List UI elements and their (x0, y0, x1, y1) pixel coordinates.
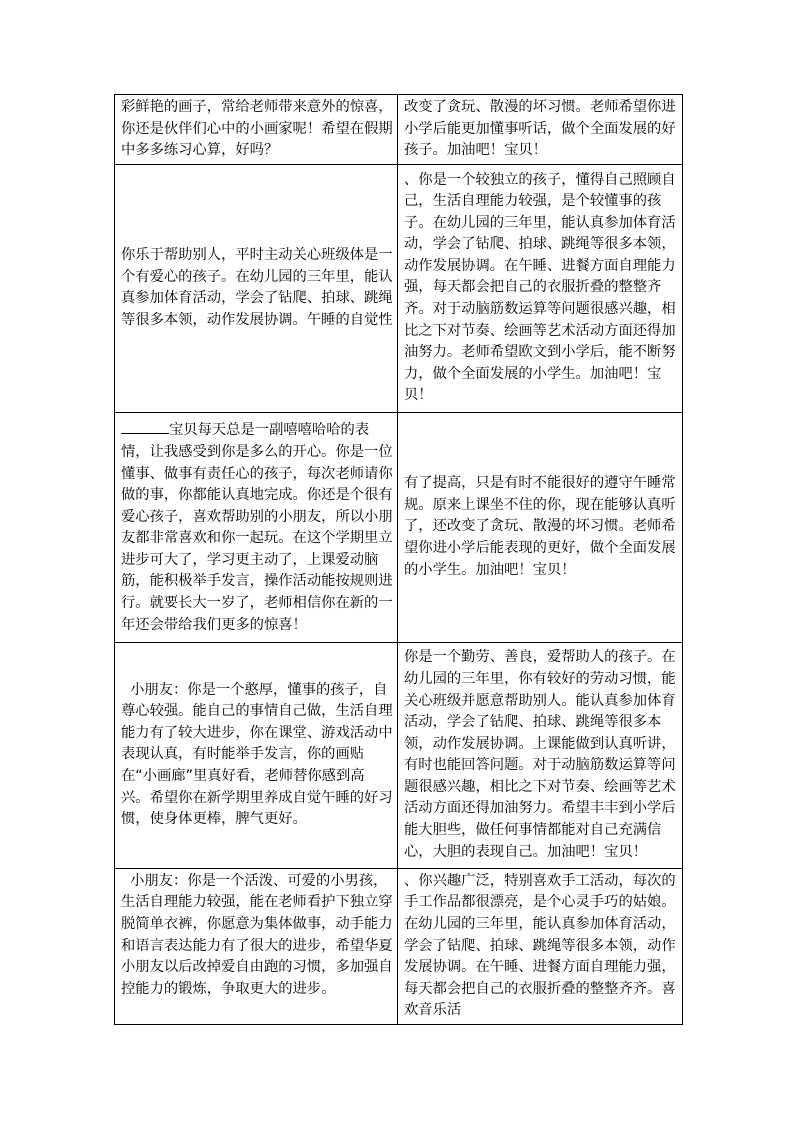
comment-cell-left: 小朋友：你是一个活泼、可爱的小男孩，生活自理能力较强，能在老师看护下独立穿脱简单衣裤，你愿意为集体做事，动手能力和语言表达能力有了很大的进步，希望华夏小朋友以后改掉爱自由跑的习惯，多加强自控能力的锻炼，争取更大的进步。 (115, 868, 398, 1024)
comment-cell-right: 你是一个勤劳、善良，爱帮助人的孩子。在幼儿园的三年里，你有较好的劳动习惯，能关心班级并愿意帮助别人。能认真参加体育活动，学会了钻爬、拍球、跳绳等很多本领，动作发展协调。上课能做到认真听讲，有时也能回答问题。对于动脑筋数运算等问题很感兴趣，相比之下对节奏、绘画等艺术活动方面还得加油努力。希望丰丰到小学后能大胆些，做任何事情都能对自己充满信心，大胆的表现自己。加油吧！宝贝！ (398, 642, 683, 868)
table-row (115, 868, 683, 1024)
comment-cell-right: 改变了贪玩、散漫的坏习惯。老师希望你进小学后能更加懂事听话，做个全面发展的好孩子。加油吧！宝贝！ (398, 95, 683, 165)
table-row (115, 642, 683, 868)
comment-text: 宝贝每天总是一副嘻嘻哈哈的表情，让我感受到你是多么的开心。你是一位懂事、做事有责任心的孩子，每次老师请你做的事，你都能认真地完成。你还是个很有爱心孩子，喜欢帮助别的小朋友，所以小朋友都非常喜欢和你一起玩。在这个学期里立进步可大了，学习更主动了，上课爱动脑筋，能积极举手发言，操作活动能按规则进行。就要长大一岁了，老师相信你在新的一年还会带给我们更多的惊喜！ (121, 422, 393, 633)
comment-cell-right: 有了提高，只是有时不能很好的遵守午睡常规。原来上课坐不住的你，现在能够认真听了，还改变了贪玩、散漫的坏习惯。老师希望你进小学后能表现的更好，做个全面发展的小学生。加油吧！宝贝！ (398, 412, 683, 642)
table-row (115, 412, 683, 642)
comment-cell-right: 、你兴趣广泛，特别喜欢手工活动，每次的手工作品都很漂亮，是个心灵手巧的姑娘。在幼儿园的三年里，能认真参加体育活动，学会了钻爬、拍球、跳绳等很多本领，动作发展协调。在午睡、进餐方面自理能力强，每天都会把自己的衣服折叠的整整齐齐。喜欢音乐活 (398, 868, 683, 1024)
comment-cell-left (115, 412, 398, 642)
table-row (115, 164, 683, 412)
comment-cell-right: 、你是一个较独立的孩子，懂得自己照顾自己，生活自理能力较强，是个较懂事的孩子。在幼儿园的三年里，能认真参加体育活动，学会了钻爬、拍球、跳绳等很多本领，动作发展协调。在午睡、进餐方面自理能力强，每天都会把自己的衣服折叠的整整齐齐。对于动脑筋数运算等问题很感兴趣，相比之下对节奏、绘画等艺术活动方面还得加油努力。老师希望欧文到小学后，能不断努力，做个全面发展的小学生。加油吧！宝贝！ (398, 164, 683, 412)
comment-cell-left: 你乐于帮助别人，平时主动关心班级体是一个有爱心的孩子。在幼儿园的三年里，能认真参加体育活动，学会了钻爬、拍球、跳绳等很多本领，动作发展协调。午睡的自觉性 (115, 164, 398, 412)
comments-table (114, 94, 683, 1025)
name-blank-line (121, 418, 169, 434)
table-row (115, 95, 683, 165)
comment-cell-left: 小朋友：你是一个憨厚，懂事的孩子，自尊心较强。能自己的事情自己做，生活自理能力有了较大进步，你在课堂、游戏活动中表现认真，有时能举手发言，你的画贴在“小画廊”里真好看，老师替你感到高兴。希望你在新学期里养成自觉午睡的好习惯，使身体更棒，脾气更好。 (115, 642, 398, 868)
comment-cell-left: 彩鲜艳的画子，常给老师带来意外的惊喜，你还是伙伴们心中的小画家呢！希望在假期中多多练习心算，好吗？ (115, 95, 398, 165)
